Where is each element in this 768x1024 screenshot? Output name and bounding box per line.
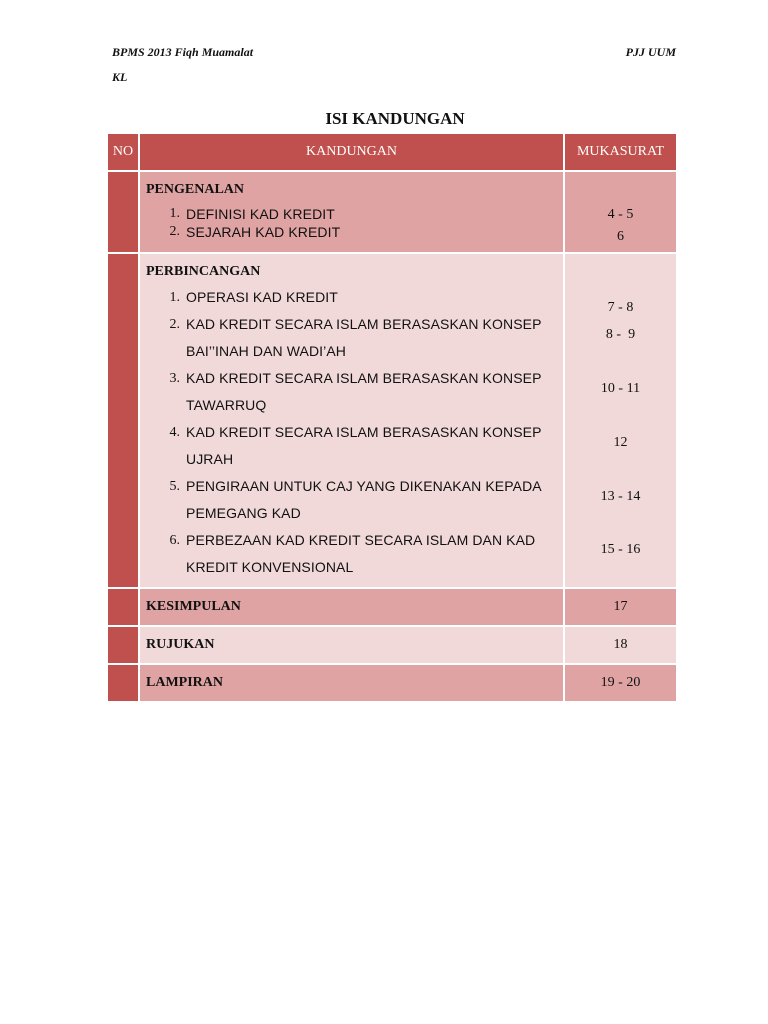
list-item <box>146 223 557 241</box>
item-text <box>186 365 557 419</box>
list-item <box>146 205 557 223</box>
item-text <box>186 311 557 365</box>
item-text-line2: BAI’’INAH DAN WADI’AH <box>186 343 347 359</box>
list-item <box>146 419 557 473</box>
conclusion-title: KESIMPULAN <box>140 589 563 625</box>
item-text-line1: KAD KREDIT SECARA ISLAM BERASASKAN KONSEP <box>186 316 542 332</box>
discussion-title: PERBINCANGAN <box>146 264 261 279</box>
references-title: RUJUKAN <box>140 627 563 663</box>
item-number: 4. <box>169 425 180 440</box>
item-text-line1: KAD KREDIT SECARA ISLAM BERASASKAN KONSEP <box>186 370 542 386</box>
toc-row-intro <box>108 172 676 252</box>
item-text: OPERASI KAD KREDIT <box>186 289 338 305</box>
page-number: 15 - 16 <box>600 542 641 557</box>
toc-row-references <box>108 627 676 663</box>
header-course-line2: KL <box>112 70 128 84</box>
item-number: 2. <box>169 224 180 239</box>
item-number: 1. <box>169 290 180 305</box>
row-marker <box>108 627 138 663</box>
col-header-content: KANDUNGAN <box>140 134 563 170</box>
item-text <box>186 473 557 527</box>
page-number: 4 - 5 <box>607 207 634 222</box>
item-text-line2: UJRAH <box>186 451 234 467</box>
item-text: SEJARAH KAD KREDIT <box>186 224 341 240</box>
item-text-line1: PERBEZAAN KAD KREDIT SECARA ISLAM DAN KAD <box>186 532 536 548</box>
item-number: 5. <box>169 479 180 494</box>
item-text-line2: KREDIT KONVENSIONAL <box>186 559 354 575</box>
page-title: ISI KANDUNGAN <box>325 109 465 128</box>
item-text-line1: PENGIRAAN UNTUK CAJ YANG DIKENAKAN KEPADA <box>186 478 542 494</box>
item-number: 6. <box>169 533 180 548</box>
page-number: 13 - 14 <box>600 489 641 504</box>
item-text-line1: KAD KREDIT SECARA ISLAM BERASASKAN KONSEP <box>186 424 542 440</box>
page-number: 12 <box>613 435 628 450</box>
item-text <box>186 419 557 473</box>
header-institution: PJJ UUM <box>625 45 676 59</box>
intro-content <box>140 172 563 252</box>
toc-row-conclusion <box>108 589 676 625</box>
references-page: 18 <box>565 627 676 663</box>
item-text <box>186 527 557 581</box>
col-header-no: NO <box>108 134 138 170</box>
page-number: 7 - 8 <box>607 300 634 315</box>
conclusion-page: 17 <box>565 589 676 625</box>
header-course-line1: BPMS 2013 Fiqh Muamalat <box>112 45 254 59</box>
col-header-page: MUKASURAT <box>565 134 676 170</box>
item-text: DEFINISI KAD KREDIT <box>186 206 335 222</box>
list-item <box>146 365 557 419</box>
page-number: 6 <box>617 229 624 244</box>
discussion-content <box>140 254 563 587</box>
appendix-page: 19 - 20 <box>565 665 676 701</box>
page-number: 10 - 11 <box>600 381 641 396</box>
toc-table <box>106 132 678 703</box>
row-marker <box>108 254 138 587</box>
toc-row-discussion <box>108 254 676 587</box>
list-item <box>146 473 557 527</box>
item-number: 2. <box>169 317 180 332</box>
list-item <box>146 284 557 311</box>
toc-row-appendix <box>108 665 676 701</box>
intro-pages <box>565 172 676 252</box>
list-item <box>146 311 557 365</box>
row-marker <box>108 665 138 701</box>
appendix-title: LAMPIRAN <box>140 665 563 701</box>
row-marker <box>108 172 138 252</box>
item-number: 1. <box>169 206 180 221</box>
item-number: 3. <box>169 371 180 386</box>
intro-list <box>146 205 557 241</box>
row-marker <box>108 589 138 625</box>
intro-title: PENGENALAN <box>146 182 245 197</box>
item-text-line2: PEMEGANG KAD <box>186 505 301 521</box>
item-text-line2: TAWARRUQ <box>186 397 267 413</box>
toc-header-row <box>108 134 676 170</box>
discussion-list <box>146 284 557 581</box>
discussion-pages <box>565 254 676 587</box>
page-number: 8 - 9 <box>605 327 636 342</box>
header-course <box>112 45 253 85</box>
list-item <box>146 527 557 581</box>
